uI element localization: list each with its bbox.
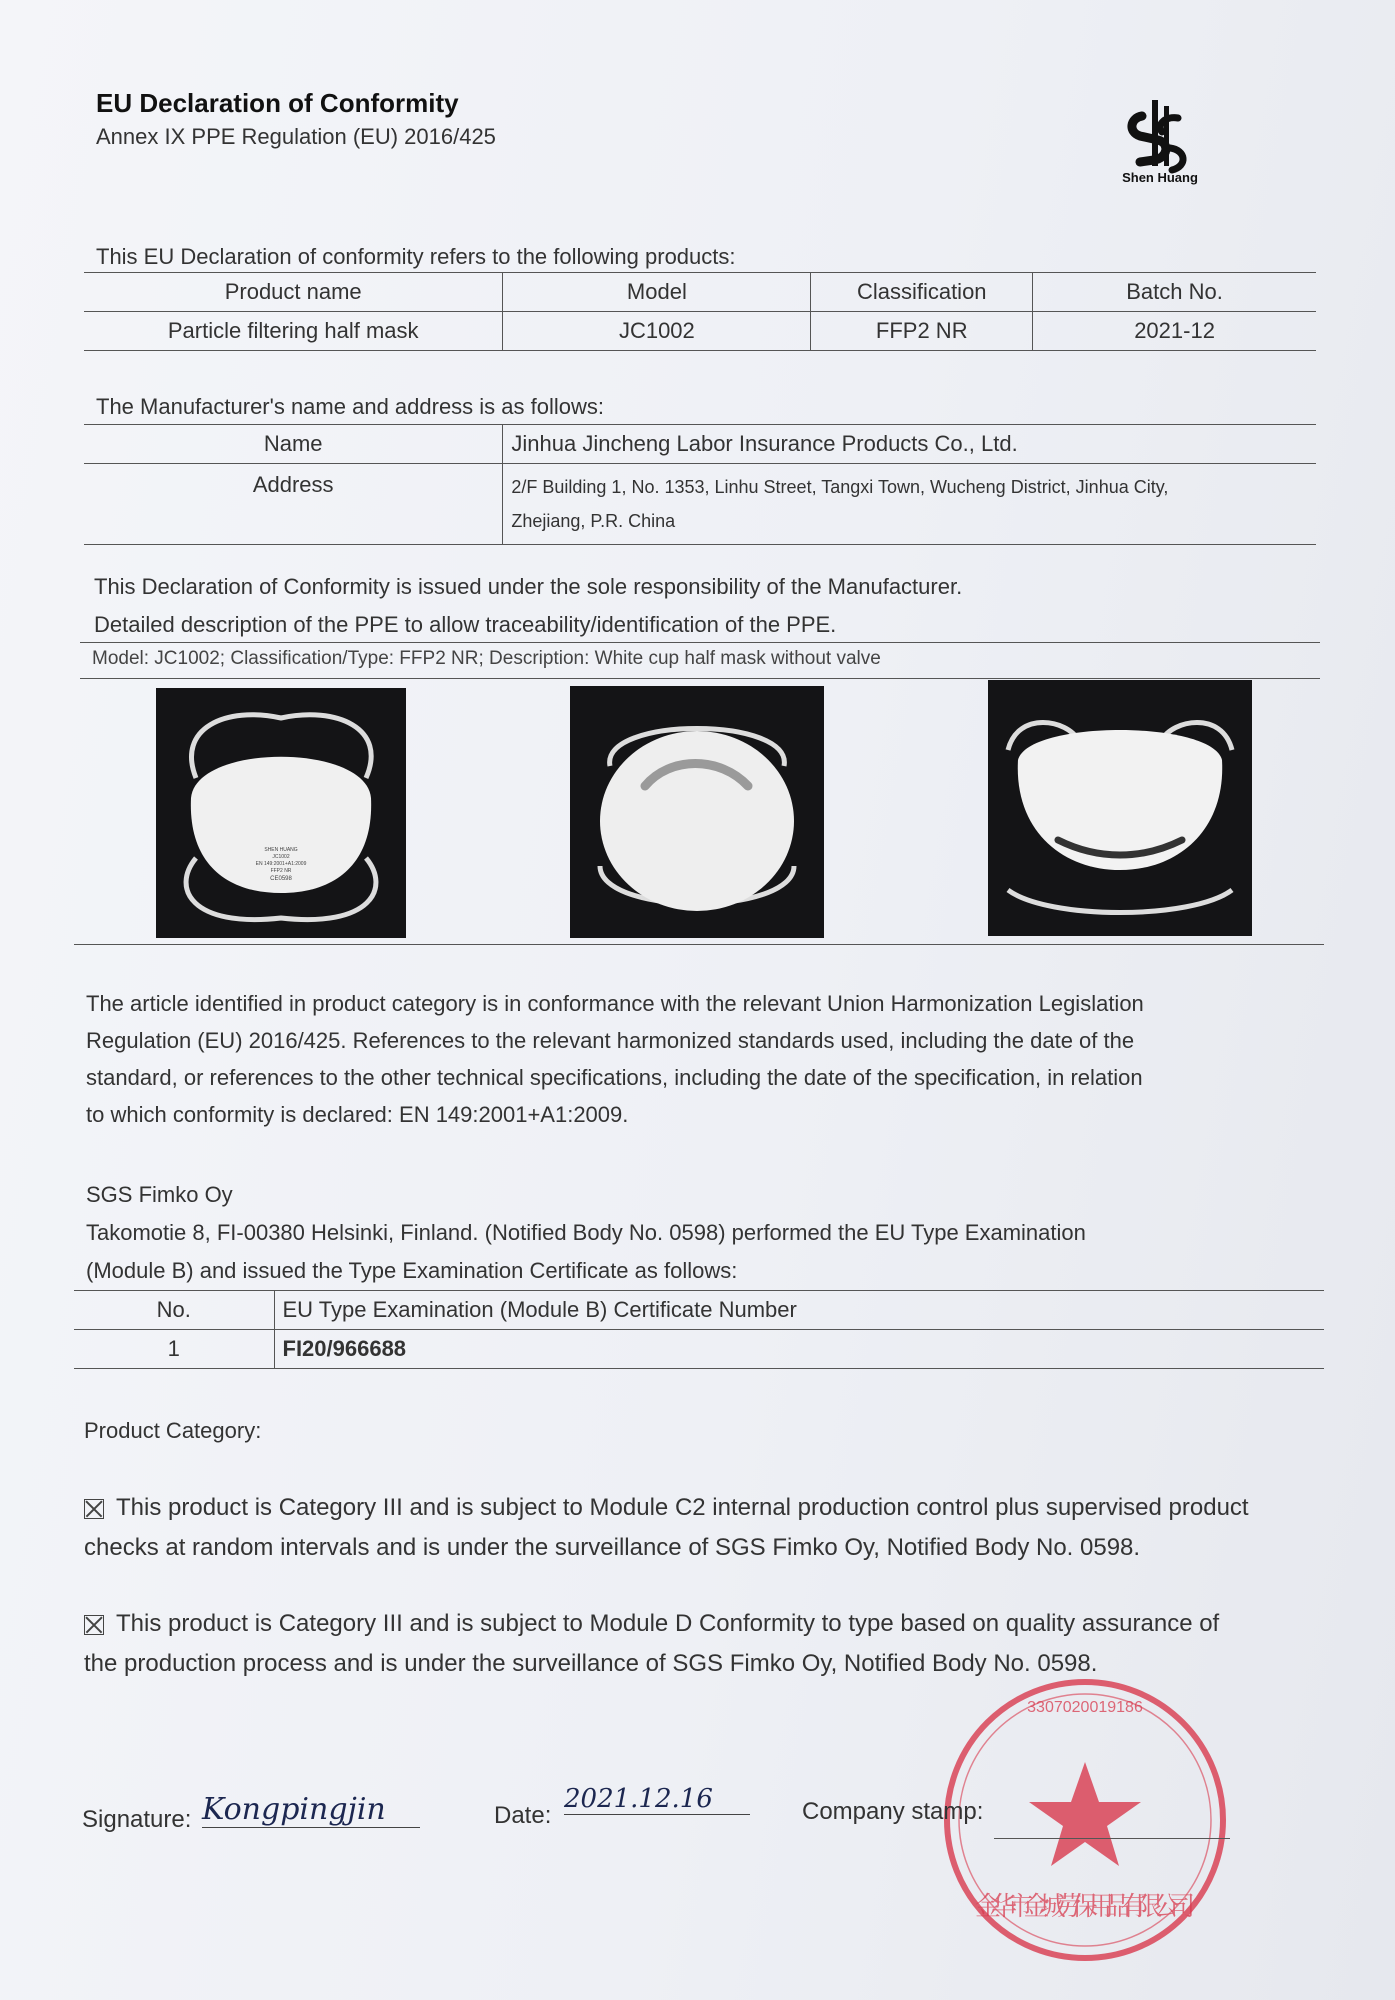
mask-back-illustration <box>988 680 1252 936</box>
divider <box>80 642 1320 643</box>
manufacturer-name-row <box>84 425 1316 464</box>
checked-box-icon <box>84 1615 104 1635</box>
conformance-paragraph <box>86 985 1356 1133</box>
col-product-name: Product name <box>84 273 503 312</box>
col-model: Model <box>503 273 811 312</box>
declaration-line-1: This Declaration of Conformity is issued under the sole responsibility of the Manufacturer. <box>94 574 963 599</box>
manufacturer-table <box>84 424 1316 545</box>
address-value <box>503 464 1316 545</box>
certificate-header-row <box>74 1291 1324 1330</box>
stamp-number: 3307020019186 <box>1027 1699 1143 1716</box>
checked-box-icon <box>84 1499 104 1519</box>
certificate-row <box>74 1330 1324 1369</box>
notified-body-name: SGS Fimko Oy <box>86 1182 233 1207</box>
category-heading: Product Category: <box>84 1418 262 1443</box>
address-line-1: 2/F Building 1, No. 1353, Linhu Street, Tangxi Town, Wucheng District, Jinhua City, <box>511 477 1169 497</box>
certificate-number-cell: FI20/966688 <box>274 1330 1324 1369</box>
products-row <box>84 312 1316 351</box>
product-name-cell: Particle filtering half mask <box>84 312 503 351</box>
conformance-line: Regulation (EU) 2016/425. References to the relevant harmonized standards used, including the date of the <box>86 1028 1135 1053</box>
batch-no-cell: 2021-12 <box>1033 312 1316 351</box>
signature-value: Kongpingjin <box>202 1792 420 1828</box>
notified-body-line-1: Takomotie 8, FI-00380 Helsinki, Finland. (Notified Body No. 0598) performed the EU Type Examination <box>86 1220 1086 1245</box>
category-item-2-line-2: the production process and is under the surveillance of SGS Fimko Oy, Notified Body No. 0598. <box>84 1650 1098 1677</box>
mask-print-class: FFP2 NR <box>270 868 292 874</box>
products-table <box>84 272 1316 351</box>
category-item-1-line-1: This product is Category III and is subject to Module C2 internal production control plus supervised product <box>116 1494 1249 1521</box>
date-label: Date: <box>494 1802 552 1829</box>
document-title: EU Declaration of Conformity <box>96 88 459 118</box>
date-value: 2021.12.16 <box>564 1784 750 1815</box>
stamp-line <box>994 1838 1230 1839</box>
category-item-1 <box>84 1488 1364 1568</box>
conformance-line: The article identified in product category is in conformance with the relevant Union Harmonization Legislation <box>86 991 1144 1016</box>
mask-print-ce: CE0598 <box>270 876 292 882</box>
mask-front-illustration <box>156 688 406 938</box>
model-cell: JC1002 <box>503 312 811 351</box>
col-classification: Classification <box>811 273 1033 312</box>
notified-body-line-2: (Module B) and issued the Type Examination Certificate as follows: <box>86 1258 738 1283</box>
divider <box>80 678 1320 679</box>
company-stamp-label: Company stamp: <box>802 1798 984 1825</box>
document-subtitle: Annex IX PPE Regulation (EU) 2016/425 <box>96 124 496 149</box>
stamp-chinese-text: 金华市金城劳保用品有限公司 <box>975 1891 1195 1921</box>
name-label: Name <box>84 425 503 464</box>
manufacturer-address-row <box>84 464 1316 545</box>
conformance-line: standard, or references to the other technical specifications, including the date of the specification, in relation <box>86 1065 1143 1090</box>
col-no: No. <box>74 1291 274 1330</box>
certificate-no-cell: 1 <box>74 1330 274 1369</box>
classification-cell: FFP2 NR <box>811 312 1033 351</box>
mask-print-model: JC1002 <box>272 854 290 860</box>
conformance-line: to which conformity is declared: EN 149:2001+A1:2009. <box>86 1102 629 1127</box>
mask-photo-back <box>988 680 1252 936</box>
category-item-2-line-1: This product is Category III and is subject to Module D Conformity to type based on quality assurance of <box>116 1610 1220 1637</box>
mask-print-standard: EN 149:2001+A1:2009 <box>255 861 307 867</box>
model-description: Model: JC1002; Classification/Type: FFP2 NR; Description: White cup half mask without valve <box>92 648 881 669</box>
products-intro: This EU Declaration of conformity refers to the following products: <box>96 244 736 269</box>
manufacturer-intro: The Manufacturer's name and address is as follows: <box>96 394 604 419</box>
col-batch-no: Batch No. <box>1033 273 1316 312</box>
mask-photo-inside <box>570 686 824 938</box>
mask-inside-illustration <box>570 686 824 938</box>
mask-photo-front <box>156 688 406 938</box>
certificate-table <box>74 1290 1324 1369</box>
products-header-row <box>84 273 1316 312</box>
name-value: Jinhua Jincheng Labor Insurance Products Co., Ltd. <box>503 425 1316 464</box>
signature-label: Signature: <box>82 1806 192 1833</box>
address-label: Address <box>84 464 503 545</box>
col-certificate-number: EU Type Examination (Module B) Certificate Number <box>274 1291 1324 1330</box>
address-line-2: Zhejiang, P.R. China <box>511 511 676 531</box>
mask-print-brand: SHEN HUANG <box>264 847 298 853</box>
category-item-1-line-2: checks at random intervals and is under the surveillance of SGS Fimko Oy, Notified Body No. 0598. <box>84 1534 1141 1561</box>
divider <box>74 944 1324 945</box>
logo-text: Shen Huang <box>1122 170 1198 185</box>
declaration-line-2: Detailed description of the PPE to allow traceability/identification of the PPE. <box>94 612 837 637</box>
